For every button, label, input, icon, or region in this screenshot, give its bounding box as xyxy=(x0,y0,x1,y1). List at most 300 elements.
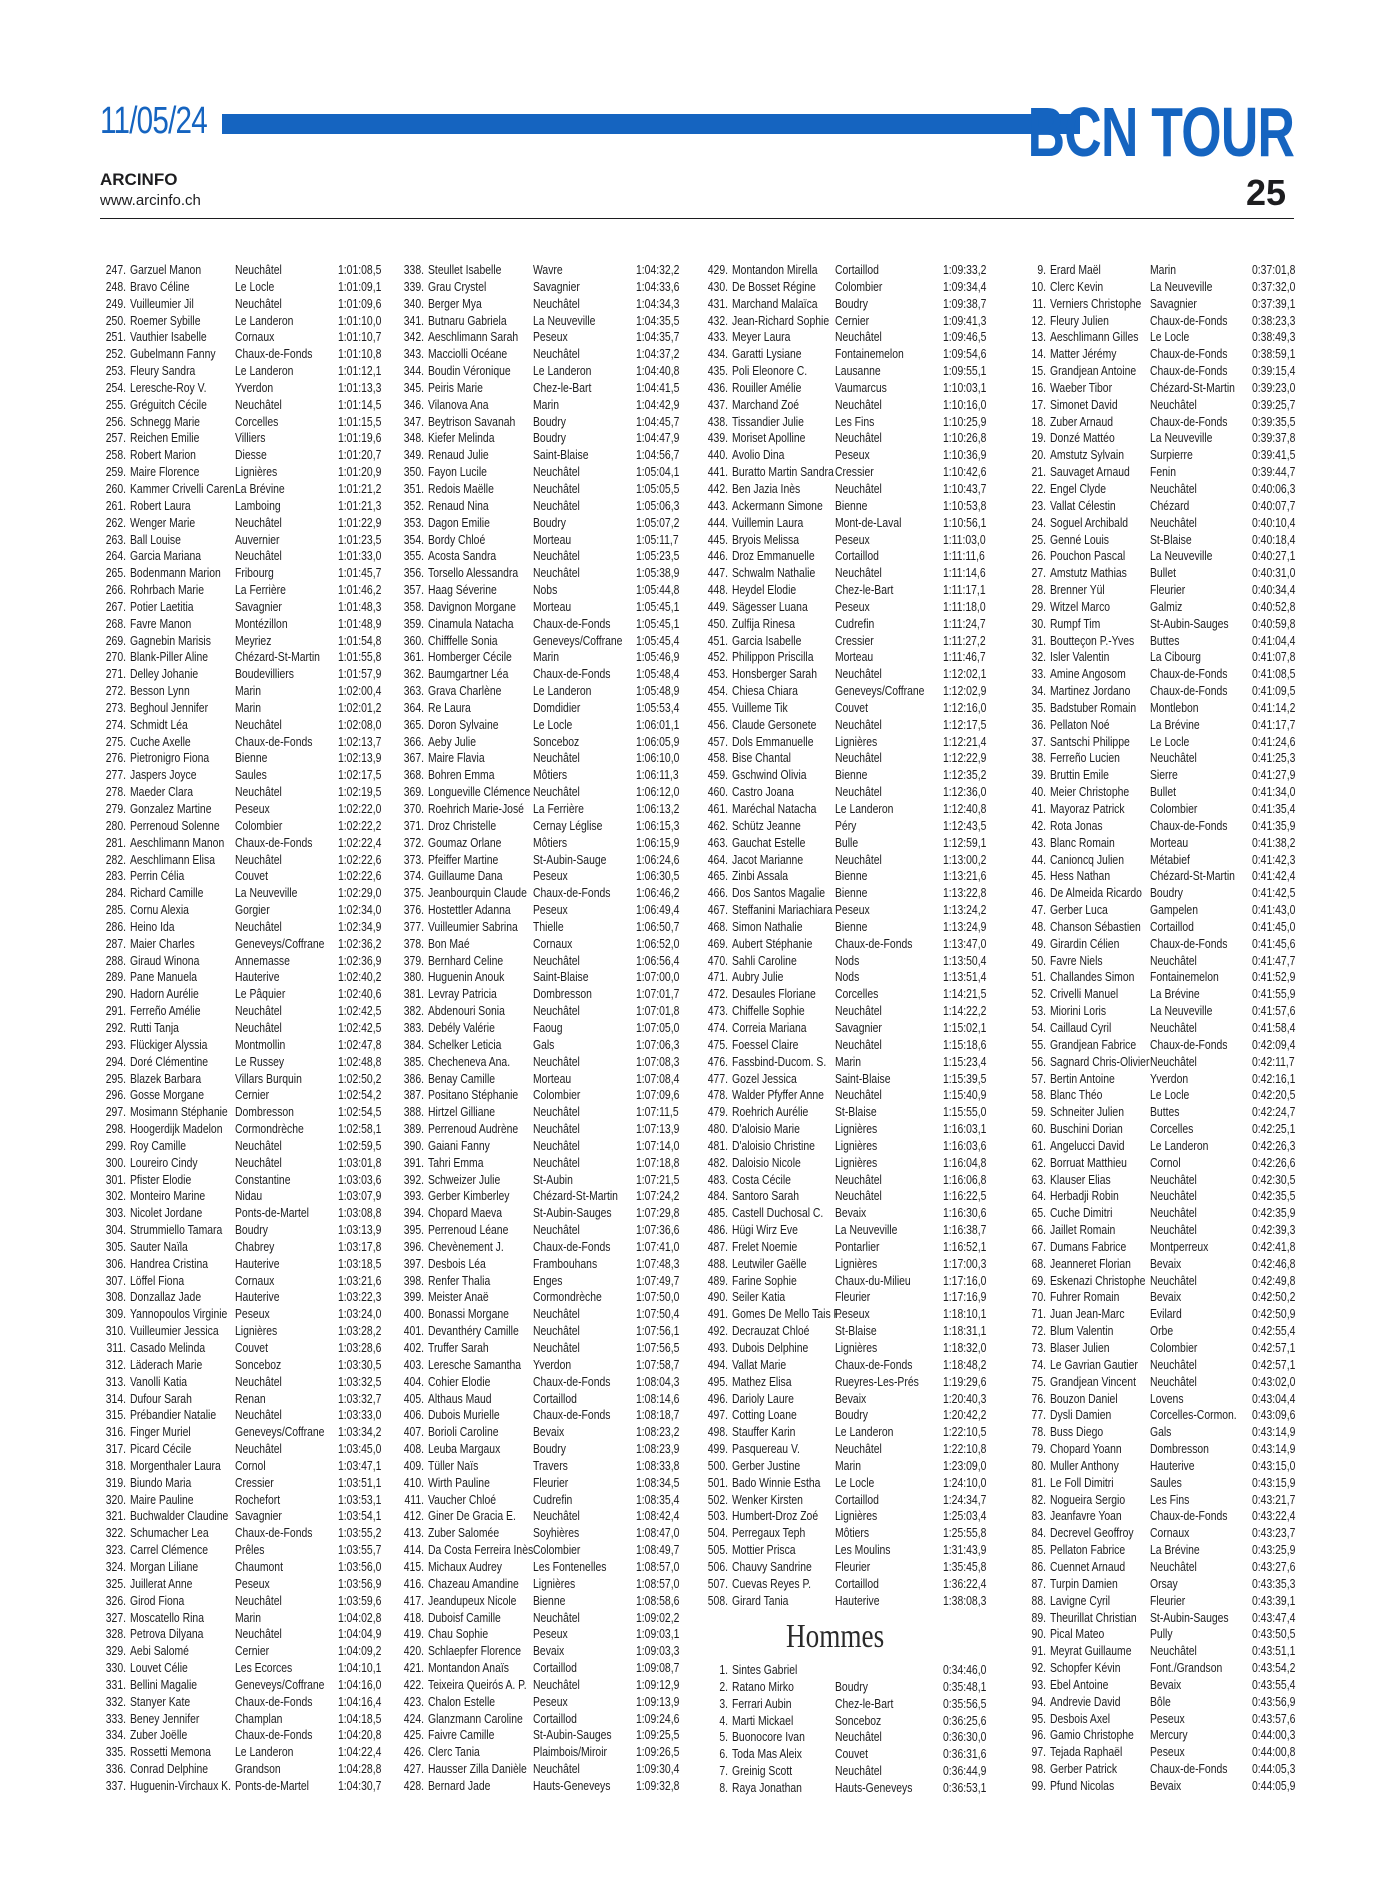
result-locality: Le Landeron xyxy=(235,363,294,379)
result-name: Goumaz Orlane xyxy=(428,834,502,850)
results-column-2 xyxy=(398,262,683,1795)
result-locality: Chaux-de-Fonds xyxy=(1150,817,1228,833)
result-time: 1:08:47,0 xyxy=(636,1525,680,1541)
result-name: Frelet Noemie xyxy=(732,1238,798,1254)
result-rank: 73. xyxy=(1031,1340,1046,1355)
result-locality: Constantine xyxy=(235,1171,291,1187)
result-name: Wenger Marie xyxy=(130,514,196,530)
result-locality: Bevaix xyxy=(533,1424,565,1440)
result-locality: Geneveys/Coffrane xyxy=(533,632,623,648)
result-row xyxy=(398,868,683,885)
result-row xyxy=(1010,329,1295,346)
result-time: 1:07:24,2 xyxy=(636,1188,680,1204)
result-name: Peiris Marie xyxy=(428,379,483,395)
result-rank: 263. xyxy=(105,531,126,547)
result-time: 1:09:33,2 xyxy=(943,262,987,277)
result-rank: 384. xyxy=(403,1036,424,1052)
result-name: Bodenmann Marion xyxy=(130,565,221,581)
result-name: Buss Diego xyxy=(1050,1424,1104,1440)
result-time: 1:20:42,2 xyxy=(943,1407,987,1423)
result-locality: Bienne xyxy=(835,767,868,783)
result-time: 0:41:55,9 xyxy=(1252,986,1296,1002)
result-row xyxy=(1010,1711,1295,1728)
result-rank: 394. xyxy=(403,1205,424,1221)
result-time: 1:03:03,6 xyxy=(338,1171,382,1187)
result-row xyxy=(702,1239,992,1256)
result-time: 0:41:42,4 xyxy=(1252,868,1296,884)
result-name: Chau Sophie xyxy=(428,1626,489,1642)
result-name: Castell Duchosal C. xyxy=(732,1205,824,1221)
result-locality: Bulle xyxy=(835,834,859,850)
result-name: Greinig Scott xyxy=(732,1763,793,1779)
result-locality: St-Blaise xyxy=(835,1104,877,1120)
result-rank: 494. xyxy=(707,1356,728,1372)
result-name: Cuche Dimitri xyxy=(1050,1205,1113,1221)
result-row xyxy=(702,262,992,279)
result-name: Roehrich Aurélie xyxy=(732,1104,809,1120)
result-time: 0:39:15,4 xyxy=(1252,363,1296,379)
result-locality: Colombier xyxy=(1150,1340,1198,1355)
result-row xyxy=(1010,515,1295,532)
result-rank: 3. xyxy=(719,1695,728,1711)
result-name: Bernhard Celine xyxy=(428,952,504,968)
result-rank: 460. xyxy=(707,784,728,800)
result-row xyxy=(702,1020,992,1037)
result-row xyxy=(1010,1256,1295,1273)
result-rank: 309. xyxy=(105,1306,126,1322)
result-name: Chevènement J. xyxy=(428,1238,504,1254)
result-rank: 395. xyxy=(403,1222,424,1238)
result-row xyxy=(398,447,683,464)
result-name: Steffanini Mariachiara xyxy=(732,902,833,918)
result-time: 1:05:04,1 xyxy=(636,464,680,480)
result-time: 1:03:32,7 xyxy=(338,1390,382,1406)
result-row xyxy=(100,734,385,751)
result-rank: 10. xyxy=(1031,278,1046,294)
result-locality: Marin xyxy=(1150,262,1177,277)
result-time: 1:07:05,0 xyxy=(636,1019,680,1035)
result-rank: 8. xyxy=(719,1779,728,1795)
result-name: Humbert-Droz Zoé xyxy=(732,1508,819,1524)
result-name: Donzé Mattéo xyxy=(1050,430,1115,446)
result-name: Stauffer Karin xyxy=(732,1424,796,1440)
result-name: Da Costa Ferreira Inès xyxy=(428,1542,534,1558)
result-time: 1:04:18,5 xyxy=(338,1710,382,1726)
result-row xyxy=(100,515,385,532)
result-locality: Orsay xyxy=(1150,1575,1178,1591)
result-time: 1:04:22,4 xyxy=(338,1744,382,1760)
result-time: 1:12:16,0 xyxy=(943,699,987,715)
result-rank: 2. xyxy=(719,1678,728,1694)
result-time: 0:41:25,3 xyxy=(1252,750,1296,766)
result-row xyxy=(702,801,992,818)
result-locality: Môtiers xyxy=(533,834,568,850)
result-row xyxy=(702,666,992,683)
result-time: 1:03:56,0 xyxy=(338,1558,382,1574)
result-name: Mottier Prisca xyxy=(732,1542,796,1558)
result-name: Marchand Zoé xyxy=(732,396,800,412)
result-locality: Neuchâtel xyxy=(235,295,282,311)
result-rank: 441. xyxy=(707,464,728,480)
result-rank: 422. xyxy=(403,1676,424,1692)
result-time: 1:06:52,0 xyxy=(636,935,680,951)
result-time: 1:04:42,9 xyxy=(636,396,680,412)
result-rank: 290. xyxy=(105,986,126,1002)
result-rank: 83. xyxy=(1031,1508,1046,1524)
result-rank: 252. xyxy=(105,346,126,362)
result-time: 1:09:02,2 xyxy=(636,1609,680,1625)
result-name: Meyrat Guillaume xyxy=(1050,1643,1132,1659)
result-row xyxy=(1010,801,1295,818)
result-time: 0:43:22,4 xyxy=(1252,1508,1296,1524)
result-rank: 337. xyxy=(105,1777,126,1793)
result-name: Favre Manon xyxy=(130,615,192,631)
result-rank: 498. xyxy=(707,1424,728,1440)
result-name: Beytrison Savanah xyxy=(428,413,516,429)
result-rank: 299. xyxy=(105,1137,126,1153)
result-locality: Neuchâtel xyxy=(235,1592,282,1608)
result-row xyxy=(1010,717,1295,734)
result-rank: 28. xyxy=(1031,582,1046,598)
result-time: 1:04:32,2 xyxy=(636,262,680,277)
result-time: 1:16:38,7 xyxy=(943,1222,987,1238)
result-rank: 437. xyxy=(707,396,728,412)
result-name: Honsberger Sarah xyxy=(732,666,817,682)
result-locality: Cortaillod xyxy=(533,1390,577,1406)
result-name: Caillaud Cyril xyxy=(1050,1019,1112,1035)
result-row xyxy=(100,464,385,481)
result-rank: 338. xyxy=(403,262,424,277)
result-rank: 332. xyxy=(105,1693,126,1709)
result-rank: 13. xyxy=(1031,329,1046,345)
result-locality: Bienne xyxy=(835,868,868,884)
result-rank: 484. xyxy=(707,1188,728,1204)
result-name: Perrin Célia xyxy=(130,868,185,884)
result-rank: 286. xyxy=(105,918,126,934)
result-locality: Neuchâtel xyxy=(533,1003,580,1019)
result-locality: Neuchâtel xyxy=(835,396,882,412)
result-time: 1:09:25,5 xyxy=(636,1727,680,1743)
result-name: Maire Flavia xyxy=(428,750,485,766)
result-rank: 86. xyxy=(1031,1558,1046,1574)
result-time: 1:15:23,4 xyxy=(943,1053,987,1069)
result-locality: Neuchâtel xyxy=(235,514,282,530)
result-time: 0:40:18,4 xyxy=(1252,531,1296,547)
result-time: 1:12:21,4 xyxy=(943,733,987,749)
result-time: 1:03:28,2 xyxy=(338,1323,382,1339)
result-rank: 268. xyxy=(105,615,126,631)
result-name: Philippon Priscilla xyxy=(732,649,814,665)
result-row xyxy=(100,548,385,565)
result-time: 1:05:23,5 xyxy=(636,548,680,564)
result-name: Chopard Maeva xyxy=(428,1205,502,1221)
result-name: Gaiani Fanny xyxy=(428,1137,490,1153)
result-rank: 280. xyxy=(105,817,126,833)
result-row xyxy=(398,1643,683,1660)
result-rank: 72. xyxy=(1031,1323,1046,1339)
result-name: Pfeiffer Martine xyxy=(428,851,499,867)
result-time: 0:41:42,5 xyxy=(1252,885,1296,901)
result-locality: Peseux xyxy=(835,902,870,918)
result-locality: Neuchâtel xyxy=(235,918,282,934)
result-name: Longueville Clémence xyxy=(428,784,531,800)
result-time: 1:12:36,0 xyxy=(943,784,987,800)
result-time: 1:06:10,0 xyxy=(636,750,680,766)
result-row xyxy=(702,1205,992,1222)
result-name: Vallat Célestin xyxy=(1050,497,1116,513)
result-locality: Neuchâtel xyxy=(533,1340,580,1355)
result-name: De Almeida Ricardo xyxy=(1050,885,1142,901)
result-rank: 426. xyxy=(403,1744,424,1760)
result-time: 1:02:22,6 xyxy=(338,851,382,867)
result-name: Pietronigro Fiona xyxy=(130,750,210,766)
result-rank: 285. xyxy=(105,902,126,918)
result-rank: 396. xyxy=(403,1238,424,1254)
result-locality: Chaux-de-Fonds xyxy=(533,885,611,901)
result-row xyxy=(1010,582,1295,599)
result-row xyxy=(100,380,385,397)
result-row xyxy=(1010,885,1295,902)
result-time: 1:05:45,4 xyxy=(636,632,680,648)
result-time: 1:07:41,0 xyxy=(636,1238,680,1254)
result-name: Wenker Kirsten xyxy=(732,1491,803,1507)
result-time: 1:04:33,6 xyxy=(636,278,680,294)
result-locality: Neuchâtel xyxy=(1150,1053,1197,1069)
result-locality: Neuchâtel xyxy=(835,1087,882,1103)
result-locality: Bevaix xyxy=(1150,1255,1182,1271)
result-row xyxy=(702,1289,992,1306)
result-locality: Neuchâtel xyxy=(533,1761,580,1777)
result-time: 0:41:58,4 xyxy=(1252,1019,1296,1035)
result-rank: 334. xyxy=(105,1727,126,1743)
result-rank: 9. xyxy=(1037,262,1046,277)
result-rank: 18. xyxy=(1031,413,1046,429)
result-row xyxy=(398,1441,683,1458)
result-time: 1:05:53,4 xyxy=(636,699,680,715)
result-name: Hirtzel Gilliane xyxy=(428,1104,496,1120)
result-time: 1:12:59,1 xyxy=(943,834,987,850)
result-locality: Savagnier xyxy=(1150,295,1197,311)
result-rank: 32. xyxy=(1031,649,1046,665)
result-name: Strummiello Tamara xyxy=(130,1222,223,1238)
result-time: 1:10:43,7 xyxy=(943,480,987,496)
result-rank: 400. xyxy=(403,1306,424,1322)
result-rank: 298. xyxy=(105,1121,126,1137)
result-time: 1:03:21,6 xyxy=(338,1272,382,1288)
result-time: 0:41:47,7 xyxy=(1252,952,1296,968)
result-name: Fleury Sandra xyxy=(130,363,196,379)
result-row xyxy=(398,801,683,818)
result-rank: 433. xyxy=(707,329,728,345)
result-locality: Peseux xyxy=(533,1626,568,1642)
result-rank: 452. xyxy=(707,649,728,665)
result-rank: 250. xyxy=(105,312,126,328)
result-row xyxy=(1010,1744,1295,1761)
result-time: 1:05:07,2 xyxy=(636,514,680,530)
result-row xyxy=(100,1711,385,1728)
result-rank: 478. xyxy=(707,1087,728,1103)
result-locality: Marin xyxy=(235,683,262,699)
result-rank: 363. xyxy=(403,683,424,699)
result-row xyxy=(1010,633,1295,650)
result-time: 0:42:16,1 xyxy=(1252,1070,1296,1086)
result-locality: Neuchâtel xyxy=(533,548,580,564)
result-rank: 63. xyxy=(1031,1171,1046,1187)
result-rank: 30. xyxy=(1031,615,1046,631)
result-row xyxy=(100,1559,385,1576)
result-row xyxy=(1010,1003,1295,1020)
result-locality: Morteau xyxy=(1150,834,1189,850)
result-row xyxy=(100,1138,385,1155)
result-rank: 312. xyxy=(105,1356,126,1372)
result-name: Chanson Sébastien xyxy=(1050,918,1141,934)
result-locality: Geneveys/Coffrane xyxy=(235,935,325,951)
result-time: 1:11:11,6 xyxy=(943,548,985,564)
result-row xyxy=(1010,969,1295,986)
result-name: Hoogerdijk Madelon xyxy=(130,1121,223,1137)
result-row xyxy=(1010,818,1295,835)
result-rank: 282. xyxy=(105,851,126,867)
result-locality: Cernier xyxy=(235,1643,270,1659)
result-row xyxy=(1010,464,1295,481)
result-locality: Neuchâtel xyxy=(1150,1356,1197,1372)
result-row xyxy=(1010,1323,1295,1340)
result-locality: Bullet xyxy=(1150,565,1177,581)
result-name: Tüller Naïs xyxy=(428,1457,479,1473)
result-name: Donzallaz Jade xyxy=(130,1289,202,1305)
result-row xyxy=(398,397,683,414)
result-time: 1:09:03,3 xyxy=(636,1643,680,1659)
result-locality: Nods xyxy=(835,969,860,985)
result-rank: 51. xyxy=(1031,969,1046,985)
result-rank: 22. xyxy=(1031,480,1046,496)
result-name: Prébandier Natalie xyxy=(130,1407,217,1423)
result-rank: 69. xyxy=(1031,1272,1046,1288)
result-rank: 272. xyxy=(105,683,126,699)
result-row xyxy=(1010,1542,1295,1559)
result-row xyxy=(100,986,385,1003)
result-locality: Diesse xyxy=(235,447,267,463)
result-name: Ben Jazia Inès xyxy=(732,480,801,496)
result-locality: Neuchâtel xyxy=(235,1441,282,1457)
result-time: 0:43:02,0 xyxy=(1252,1373,1296,1389)
result-row xyxy=(398,969,683,986)
result-row xyxy=(398,1727,683,1744)
result-locality: Chaux-de-Fonds xyxy=(235,1693,313,1709)
result-rank: 358. xyxy=(403,598,424,614)
result-name: Eskenazi Christophe xyxy=(1050,1272,1146,1288)
result-name: Rohrbach Marie xyxy=(130,582,204,598)
result-locality: Sonceboz xyxy=(835,1712,882,1728)
result-locality: Métabief xyxy=(1150,851,1190,867)
result-row xyxy=(100,582,385,599)
result-time: 1:08:23,2 xyxy=(636,1424,680,1440)
result-row xyxy=(100,1340,385,1357)
result-rank: 75. xyxy=(1031,1373,1046,1389)
result-rank: 323. xyxy=(105,1542,126,1558)
result-name: Ackermann Simone xyxy=(732,497,823,513)
result-row xyxy=(702,1138,992,1155)
issue-date: 11/05/24 xyxy=(100,100,207,142)
result-time: 1:11:46,7 xyxy=(943,649,986,665)
result-rank: 454. xyxy=(707,683,728,699)
result-rank: 493. xyxy=(707,1340,728,1355)
result-row xyxy=(1010,296,1295,313)
result-locality: Neuchâtel xyxy=(1150,1171,1197,1187)
result-time: 1:02:13,7 xyxy=(338,733,382,749)
result-time: 1:03:24,0 xyxy=(338,1306,382,1322)
result-rank: 449. xyxy=(707,598,728,614)
result-time: 1:05:05,5 xyxy=(636,480,680,496)
result-name: Renaud Julie xyxy=(428,447,489,463)
result-rank: 93. xyxy=(1031,1676,1046,1692)
result-name: Grandjean Vincent xyxy=(1050,1373,1136,1389)
result-locality: Bôle xyxy=(1150,1693,1171,1709)
result-rank: 340. xyxy=(403,295,424,311)
result-rank: 251. xyxy=(105,329,126,345)
result-locality: Neuchâtel xyxy=(533,1323,580,1339)
result-rank: 339. xyxy=(403,278,424,294)
result-name: Pfund Nicolas xyxy=(1050,1777,1115,1793)
result-time: 1:06:49,4 xyxy=(636,902,680,918)
result-row xyxy=(100,1761,385,1778)
result-rank: 301. xyxy=(105,1171,126,1187)
result-row xyxy=(398,1610,683,1627)
result-time: 0:42:50,2 xyxy=(1252,1289,1296,1305)
result-rank: 38. xyxy=(1031,750,1046,766)
result-rank: 486. xyxy=(707,1222,728,1238)
result-rank: 488. xyxy=(707,1255,728,1271)
result-time: 1:04:04,9 xyxy=(338,1626,382,1642)
result-name: Michaux Audrey xyxy=(428,1558,502,1574)
result-locality: Chaux-de-Fonds xyxy=(533,666,611,682)
result-row xyxy=(702,430,992,447)
result-row xyxy=(702,633,992,650)
result-rank: 435. xyxy=(707,363,728,379)
result-locality: St-Aubin-Sauges xyxy=(1150,1609,1229,1625)
result-locality: Grandson xyxy=(235,1761,281,1777)
result-time: 1:18:32,0 xyxy=(943,1340,987,1355)
result-locality: Neuchâtel xyxy=(1150,952,1197,968)
result-name: Witzel Marco xyxy=(1050,598,1111,614)
result-row xyxy=(702,1071,992,1088)
result-time: 1:05:45,1 xyxy=(636,598,680,614)
result-rank: 329. xyxy=(105,1643,126,1659)
result-time: 1:17:16,0 xyxy=(943,1272,987,1288)
result-time: 0:42:46,8 xyxy=(1252,1255,1296,1271)
result-row xyxy=(398,1188,683,1205)
results-column-1 xyxy=(100,262,385,1795)
result-time: 1:02:42,5 xyxy=(338,1019,382,1035)
result-row xyxy=(1010,1508,1295,1525)
result-row xyxy=(1010,986,1295,1003)
result-name: Blaser Julien xyxy=(1050,1340,1110,1355)
result-name: Jacot Marianne xyxy=(732,851,804,867)
result-row xyxy=(100,700,385,717)
result-time: 1:24:34,7 xyxy=(943,1491,987,1507)
result-row xyxy=(398,1660,683,1677)
result-name: Sägesser Luana xyxy=(732,598,808,614)
result-row xyxy=(702,1475,992,1492)
result-row xyxy=(702,1492,992,1509)
result-locality: Le Locle xyxy=(1150,733,1190,749)
result-locality: Chaux-de-Fonds xyxy=(1150,666,1228,682)
result-rank: 349. xyxy=(403,447,424,463)
result-row xyxy=(1010,1458,1295,1475)
result-row xyxy=(1010,1475,1295,1492)
result-name: Gréguitch Cécile xyxy=(130,396,207,412)
result-rank: 5. xyxy=(719,1729,728,1745)
